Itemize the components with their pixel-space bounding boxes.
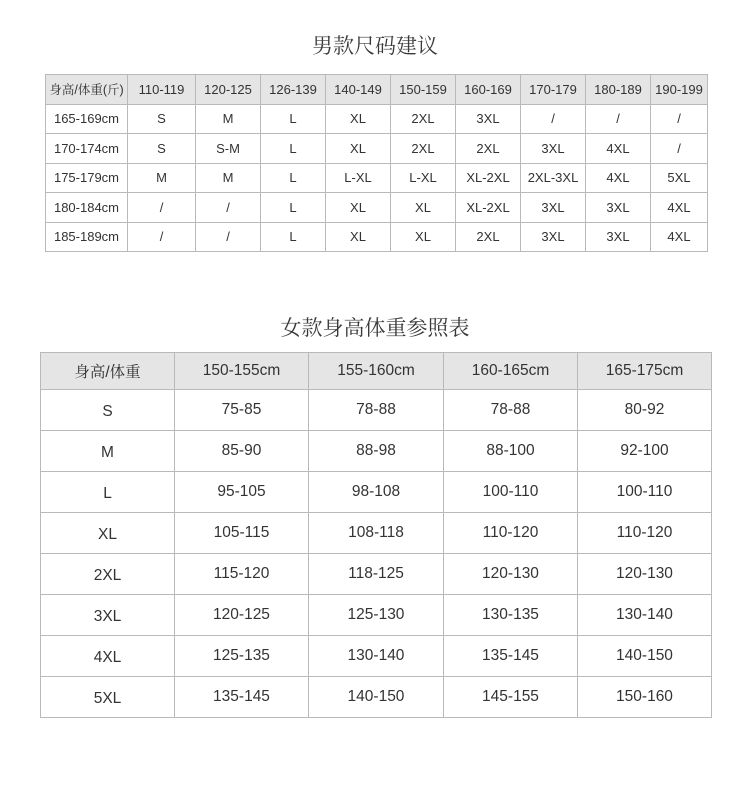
- men-size-cell: XL-2XL: [456, 193, 521, 223]
- table-row: [46, 222, 708, 252]
- men-weight-header: 170-179: [521, 75, 586, 105]
- men-size-cell: S-M: [196, 134, 261, 164]
- men-size-cell: 3XL: [521, 134, 586, 164]
- men-size-cell: M: [196, 163, 261, 193]
- table-row: [46, 163, 708, 193]
- men-size-cell: /: [196, 193, 261, 223]
- men-size-cell: 2XL: [391, 104, 456, 134]
- women-weight-cell: 120-125: [175, 595, 309, 636]
- men-size-cell: 2XL-3XL: [521, 163, 586, 193]
- men-size-cell: 3XL: [456, 104, 521, 134]
- women-header-row: [41, 353, 712, 390]
- men-size-cell: 3XL: [586, 193, 651, 223]
- men-weight-header: 150-159: [391, 75, 456, 105]
- men-size-cell: L: [261, 163, 326, 193]
- men-size-cell: /: [128, 222, 196, 252]
- table-row: [46, 134, 708, 164]
- men-height-label: 175-179cm: [46, 163, 128, 193]
- men-size-cell: 3XL: [521, 193, 586, 223]
- men-size-table: [45, 74, 708, 252]
- women-size-label: XL: [41, 513, 175, 554]
- women-weight-cell: 120-130: [578, 554, 712, 595]
- men-size-cell: XL: [391, 193, 456, 223]
- men-size-cell: L: [261, 222, 326, 252]
- men-size-cell: 2XL: [456, 222, 521, 252]
- men-size-cell: /: [651, 134, 708, 164]
- men-size-cell: L: [261, 104, 326, 134]
- table-row: [41, 472, 712, 513]
- women-height-header: 155-160cm: [309, 353, 444, 390]
- table-row: [41, 513, 712, 554]
- women-size-title: 女款身高体重参照表: [280, 316, 470, 340]
- women-weight-cell: 78-88: [444, 390, 578, 431]
- table-row: [41, 595, 712, 636]
- men-corner-header: 身高/体重(斤): [46, 75, 128, 105]
- table-row: [41, 677, 712, 718]
- women-size-label: 3XL: [41, 595, 175, 636]
- women-weight-cell: 110-120: [578, 513, 712, 554]
- women-weight-cell: 118-125: [309, 554, 444, 595]
- women-weight-cell: 115-120: [175, 554, 309, 595]
- women-corner-header: 身高/体重: [41, 353, 175, 390]
- men-weight-header: 120-125: [196, 75, 261, 105]
- men-size-cell: M: [196, 104, 261, 134]
- men-size-cell: XL: [326, 193, 391, 223]
- men-weight-header: 190-199: [651, 75, 708, 105]
- women-weight-cell: 120-130: [444, 554, 578, 595]
- men-size-cell: /: [521, 104, 586, 134]
- women-weight-cell: 75-85: [175, 390, 309, 431]
- men-size-cell: 3XL: [586, 222, 651, 252]
- women-weight-cell: 110-120: [444, 513, 578, 554]
- women-size-label: 2XL: [41, 554, 175, 595]
- men-size-cell: L-XL: [326, 163, 391, 193]
- table-row: [41, 431, 712, 472]
- men-size-cell: XL: [326, 222, 391, 252]
- men-size-cell: 4XL: [651, 222, 708, 252]
- women-weight-cell: 145-155: [444, 677, 578, 718]
- men-size-cell: L-XL: [391, 163, 456, 193]
- men-size-cell: L: [261, 134, 326, 164]
- women-weight-cell: 98-108: [309, 472, 444, 513]
- men-size-cell: 5XL: [651, 163, 708, 193]
- women-weight-cell: 78-88: [309, 390, 444, 431]
- women-weight-cell: 125-135: [175, 636, 309, 677]
- women-weight-cell: 140-150: [309, 677, 444, 718]
- women-weight-cell: 150-160: [578, 677, 712, 718]
- table-row: [41, 390, 712, 431]
- men-height-label: 170-174cm: [46, 134, 128, 164]
- women-size-label: S: [41, 390, 175, 431]
- men-weight-header: 126-139: [261, 75, 326, 105]
- women-weight-cell: 95-105: [175, 472, 309, 513]
- women-weight-cell: 130-140: [309, 636, 444, 677]
- men-height-label: 185-189cm: [46, 222, 128, 252]
- women-size-table: [40, 352, 712, 718]
- women-weight-cell: 88-100: [444, 431, 578, 472]
- men-size-cell: M: [128, 163, 196, 193]
- men-height-label: 165-169cm: [46, 104, 128, 134]
- women-weight-cell: 92-100: [578, 431, 712, 472]
- table-row: [41, 554, 712, 595]
- women-size-label: 5XL: [41, 677, 175, 718]
- men-size-cell: XL: [326, 104, 391, 134]
- women-weight-cell: 130-140: [578, 595, 712, 636]
- men-size-cell: L: [261, 193, 326, 223]
- men-weight-header: 140-149: [326, 75, 391, 105]
- men-size-cell: /: [196, 222, 261, 252]
- men-size-cell: 2XL: [456, 134, 521, 164]
- women-weight-cell: 88-98: [309, 431, 444, 472]
- men-size-cell: XL: [326, 134, 391, 164]
- women-height-header: 150-155cm: [175, 353, 309, 390]
- men-size-cell: S: [128, 134, 196, 164]
- women-height-header: 160-165cm: [444, 353, 578, 390]
- men-size-cell: /: [128, 193, 196, 223]
- women-weight-cell: 100-110: [578, 472, 712, 513]
- men-size-cell: XL: [391, 222, 456, 252]
- men-size-cell: 4XL: [586, 134, 651, 164]
- women-weight-cell: 140-150: [578, 636, 712, 677]
- women-weight-cell: 130-135: [444, 595, 578, 636]
- women-weight-cell: 100-110: [444, 472, 578, 513]
- women-weight-cell: 80-92: [578, 390, 712, 431]
- men-size-title: 男款尺码建议: [312, 34, 438, 58]
- table-row: [46, 104, 708, 134]
- men-height-label: 180-184cm: [46, 193, 128, 223]
- men-size-cell: 3XL: [521, 222, 586, 252]
- men-header-row: [46, 75, 708, 105]
- men-weight-header: 160-169: [456, 75, 521, 105]
- women-weight-cell: 135-145: [175, 677, 309, 718]
- men-weight-header: 110-119: [128, 75, 196, 105]
- men-size-cell: S: [128, 104, 196, 134]
- women-height-header: 165-175cm: [578, 353, 712, 390]
- women-size-label: L: [41, 472, 175, 513]
- women-weight-cell: 135-145: [444, 636, 578, 677]
- men-size-cell: 4XL: [651, 193, 708, 223]
- men-size-cell: /: [651, 104, 708, 134]
- women-weight-cell: 85-90: [175, 431, 309, 472]
- men-size-cell: XL-2XL: [456, 163, 521, 193]
- men-size-cell: 2XL: [391, 134, 456, 164]
- table-row: [41, 636, 712, 677]
- men-size-cell: /: [586, 104, 651, 134]
- women-size-label: M: [41, 431, 175, 472]
- women-size-label: 4XL: [41, 636, 175, 677]
- women-weight-cell: 105-115: [175, 513, 309, 554]
- table-row: [46, 193, 708, 223]
- women-weight-cell: 108-118: [309, 513, 444, 554]
- men-size-cell: 4XL: [586, 163, 651, 193]
- men-weight-header: 180-189: [586, 75, 651, 105]
- women-weight-cell: 125-130: [309, 595, 444, 636]
